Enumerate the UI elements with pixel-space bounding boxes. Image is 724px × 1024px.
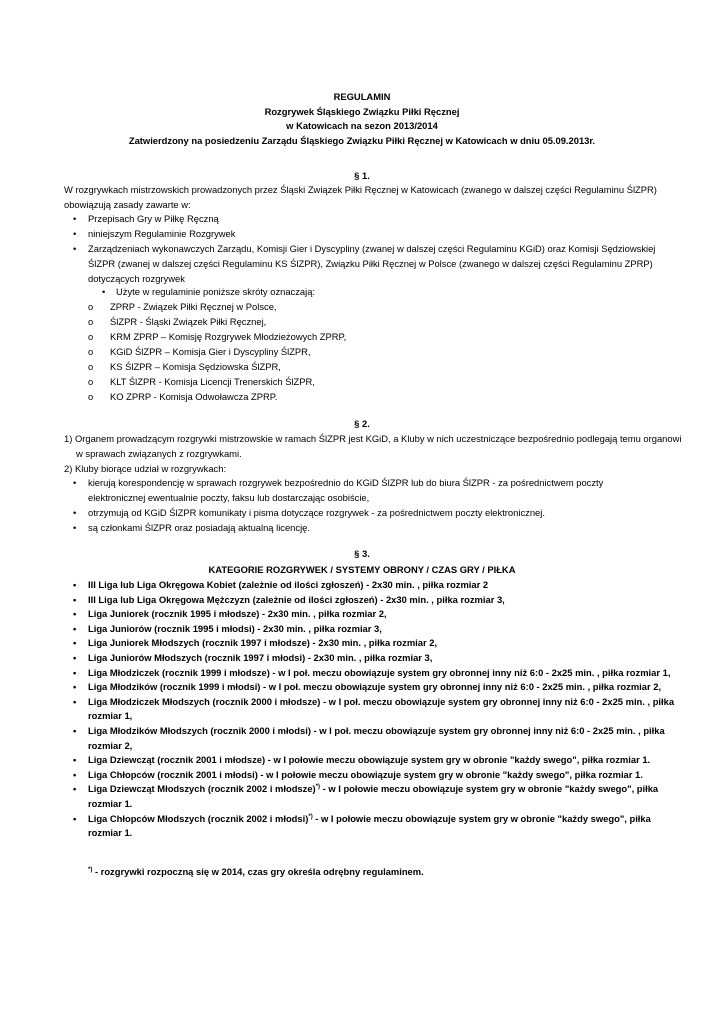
footnote-marker: *)	[308, 813, 313, 820]
bullet-icon: •	[73, 724, 77, 736]
list-item: • Liga Juniorek Młodszych (rocznik 1997 i młodsze) - 2x30 min. , piłka rozmiar 2,	[64, 636, 684, 651]
list-item: • Liga Juniorów (rocznik 1995 i młodsi) - 2x30 min. , piłka rozmiar 3,	[64, 622, 684, 637]
bullet-icon: •	[73, 768, 77, 780]
bullet-icon: •	[73, 228, 77, 239]
list-item: • są członkami ŚlZPR oraz posiadają aktualną licencję.	[73, 522, 310, 533]
bullet-icon: •	[73, 666, 77, 678]
circle-bullet-icon: o	[88, 331, 94, 342]
title-location-season: w Katowicach na sezon 2013/2014	[286, 120, 438, 131]
list-item: o KS ŚlZPR – Komisja Sędziowska ŚlZPR,	[88, 361, 281, 372]
list-item: • Liga Dziewcząt (rocznik 2001 i młodsze) - w I połowie meczu obowiązuje system gry w obronie "każdy swego", piłka rozmiar 1.	[64, 753, 684, 768]
section-3-subheading: KATEGORIE ROZGRYWEK / SYSTEMY OBRONY / CZAS GRY / PIŁKA	[208, 564, 516, 575]
list-item: o ŚlZPR - Śląski Związek Piłki Ręcznej,	[88, 316, 267, 327]
bullet-icon: •	[73, 507, 77, 518]
bullet-icon: •	[73, 522, 77, 533]
list-item: • Liga Chłopców (rocznik 2001 i młodsi) - w I połowie meczu obowiązuje system gry w obronie "każdy swego", piłka rozmiar 1.	[64, 768, 684, 783]
footnote-marker: *)	[315, 784, 321, 791]
bullet-icon: •	[73, 593, 77, 605]
list-item: • III Liga lub Liga Okręgowa Mężczyzn (zależnie od ilości zgłoszeń) - 2x30 min. , piłka rozmiar 3,	[64, 593, 684, 608]
abbreviation-list	[64, 284, 684, 404]
list-item: • III Liga lub Liga Okręgowa Kobiet (zależnie od ilości zgłoszeń) - 2x30 min. , piłka rozmiar 2	[64, 578, 684, 593]
bullet-icon: •	[73, 754, 77, 766]
footnote: *) - rozgrywki rozpoczną się w 2014, czas gry określa odrębny regulaminem.	[88, 866, 424, 877]
bullet-icon: •	[73, 243, 77, 254]
bullet-icon: •	[73, 695, 77, 707]
bullet-icon: •	[73, 622, 77, 634]
section-1-intro: W rozgrywkach mistrzowskich prowadzonych przez Śląski Związek Piłki Ręcznej w Katowicach (zwanego w dalszej części Regulaminu ŚlZPR) obowiązują zasady zawarte w:	[64, 184, 657, 210]
list-item: • Liga Młodziczek Młodszych (rocznik 2000 i młodsze) - w I poł. meczu obowiązuje system gry obronnej inny niż 6:0 - 2x25 min. , piłka rozmiar 1,	[73, 695, 675, 722]
list-item: o KO ZPRP - Komisja Odwoławcza ZPRP.	[88, 391, 278, 402]
section-2-point-1: 1) Organem prowadzącym rozgrywki mistrzowskie w ramach ŚlZPR jest KGiD, a Kluby w nich uczestniczące bezpośrednio podlegają temu organowi w sprawach związanych z rozgrywkami.	[64, 433, 682, 459]
section-3-categories	[64, 578, 684, 841]
bullet-icon: •	[102, 286, 106, 297]
title-regulamin: REGULAMIN	[333, 91, 391, 102]
list-item: o KRM ZPRP – Komisję Rozgrywek Młodzieżowych ZPRP,	[88, 331, 347, 342]
bullet-icon: •	[73, 608, 77, 620]
bullet-icon: •	[73, 579, 77, 590]
section-1-heading: § 1.	[354, 170, 370, 181]
list-item: • kierują korespondencję w sprawach rozgrywek bezpośrednio do KGiD ŚlZPR lub do biura ŚlZPR - za pośrednictwem poczty elektronicznej ewentualnie poczty, faksu lub dostarczając osobiście,	[73, 477, 604, 503]
bullet-icon: •	[73, 812, 77, 824]
circle-bullet-icon: o	[88, 346, 94, 357]
list-item: • Użyte w regulaminie poniższe skróty oznaczają:	[102, 286, 316, 297]
list-item: • otrzymują od KGiD ŚlZPR komunikaty i pisma dotyczące rozgrywek - za pośrednictwem poczty elektronicznej.	[73, 507, 545, 518]
bullet-icon: •	[73, 681, 77, 693]
section-2-point-2: 2) Kluby biorące udział w rozgrywkach:	[64, 463, 227, 474]
bullet-icon: •	[73, 783, 77, 795]
title-subtitle: Rozgrywek Śląskiego Związku Piłki Ręcznej	[264, 105, 460, 117]
title-approval: Zatwierdzony na posiedzeniu Zarządu Śląskiego Związku Piłki Ręcznej w Katowicach w dniu 05.09.2013r.	[128, 134, 596, 146]
circle-bullet-icon: o	[88, 376, 94, 387]
list-item: o KGiD ŚlZPR – Komisja Gier i Dyscypliny ŚlZPR,	[88, 346, 311, 357]
list-item: o KLT ŚlZPR - Komisja Licencji Trenerskich ŚlZPR,	[88, 376, 315, 387]
list-item: • Liga Dziewcząt Młodszych (rocznik 2002 i młodsze)*) - w I połowie meczu obowiązuje system gry w obronie "każdy swego", piłka rozmiar 1.	[73, 783, 659, 809]
list-item: • Liga Juniorek (rocznik 1995 i młodsze) - 2x30 min. , piłka rozmiar 2,	[64, 607, 684, 622]
section-2-heading: § 2.	[354, 418, 370, 429]
title-block	[0, 90, 724, 148]
circle-bullet-icon: o	[88, 361, 94, 372]
circle-bullet-icon: o	[88, 301, 94, 312]
bullet-icon: •	[73, 213, 77, 224]
list-item: • Liga Juniorów Młodszych (rocznik 1997 i młodsi) - 2x30 min. , piłka rozmiar 3,	[64, 651, 684, 666]
circle-bullet-icon: o	[88, 316, 94, 327]
section-2-bullets	[64, 475, 684, 535]
bullet-icon: •	[73, 651, 77, 663]
section-1-bullets	[64, 211, 684, 286]
list-item: o ZPRP - Związek Piłki Ręcznej w Polsce,	[88, 301, 277, 312]
bullet-icon: •	[73, 637, 77, 649]
list-item: • Zarządzeniach wykonawczych Zarządu, Komisji Gier i Dyscypliny (zwanej w dalszej części Regulaminu KGiD) oraz Komisji Sędziowskiej ŚlZPR (zwanej w dalszej części Regulaminu KS ŚlZPR), Związku Piłki Ręcznej w Polsce (zwanego w dalszej części Regulaminu ZPRP) dotyczących rozgrywek	[73, 243, 656, 284]
list-item: • Liga Młodzików Młodszych (rocznik 2000 i młodsi) - w I poł. meczu obowiązuje system gry obronnej inny niż 6:0 - 2x25 min. , piłka rozmiar 2,	[73, 724, 665, 751]
circle-bullet-icon: o	[88, 391, 94, 402]
list-item: • Liga Chłopców Młodszych (rocznik 2002 i młodsi)*) - w I połowie meczu obowiązuje system gry w obronie "każdy swego", piłka rozmiar 1.	[73, 812, 651, 839]
list-item: • Liga Młodzików (rocznik 1999 i młodsi) - w I poł. meczu obowiązuje system gry obronnej inny niż 6:0 - 2x25 min. , piłka rozmiar 2,	[64, 680, 684, 695]
section-3-heading: § 3.	[354, 548, 370, 559]
list-item: • niniejszym Regulaminie Rozgrywek	[73, 228, 236, 239]
bullet-icon: •	[73, 477, 77, 488]
list-item: • Przepisach Gry w Piłkę Ręczną	[73, 213, 219, 224]
footnote-marker: *)	[88, 866, 93, 873]
list-item: • Liga Młodziczek (rocznik 1999 i młodsze) - w I poł. meczu obowiązuje system gry obronnej inny niż 6:0 - 2x25 min. , piłka rozmiar 1,	[64, 666, 684, 681]
